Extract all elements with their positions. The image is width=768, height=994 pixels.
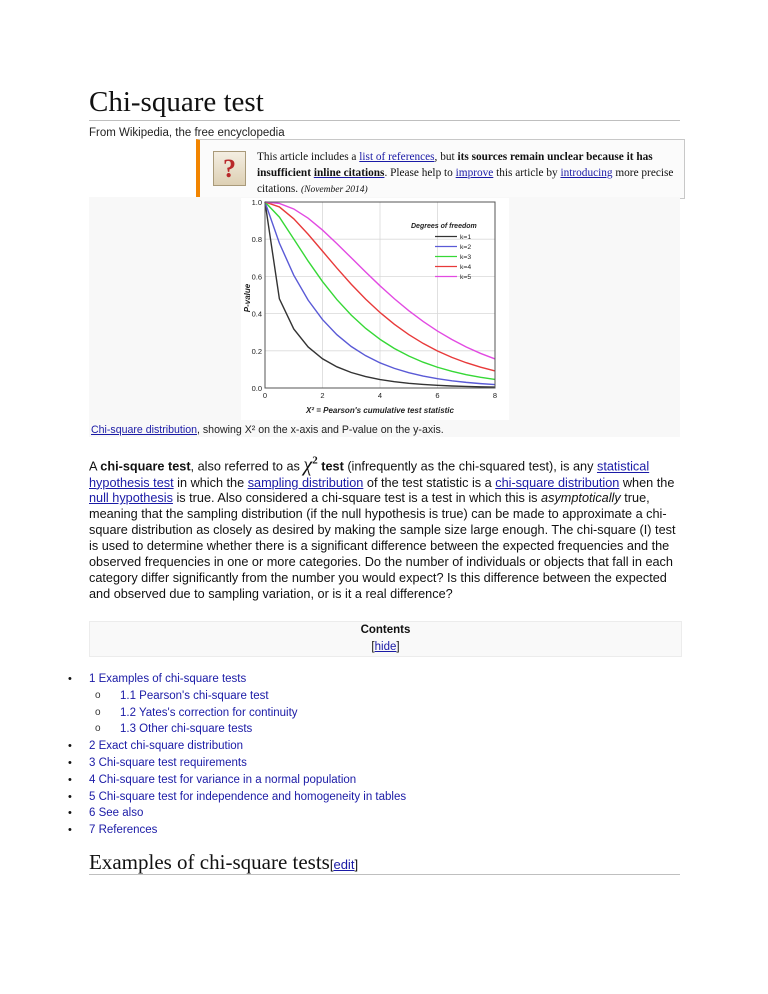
y-tick-label: 0.6: [251, 272, 262, 282]
toc-link[interactable]: 7 References: [89, 824, 158, 837]
introducing-link[interactable]: introducing: [560, 167, 613, 179]
bullet-icon: •: [68, 807, 72, 820]
toc-item: [60, 671, 680, 688]
para-text: of the test statistic is a: [363, 475, 496, 490]
notice-date: (November 2014): [300, 185, 368, 195]
notice-text: [257, 149, 677, 198]
toc-row-highlight: [89, 805, 680, 822]
para-text: A: [89, 459, 101, 474]
bracket: [: [371, 641, 375, 653]
para-text: is true. Also considered a chi-square test is a test in which this is: [172, 491, 542, 506]
bullet-icon: •: [68, 773, 72, 786]
bracket: ]: [396, 641, 400, 653]
x-tick-label: 8: [492, 391, 498, 400]
chi-letter: χ: [303, 453, 313, 476]
toc-link[interactable]: 1.3 Other chi-square tests: [120, 723, 253, 736]
chi-exponent: 2: [312, 454, 318, 466]
chi-symbol: [303, 454, 317, 476]
bracket: ]: [354, 857, 359, 872]
toc-item: [60, 755, 680, 772]
chi-square-distribution-link[interactable]: Chi-square distribution: [91, 424, 197, 436]
toc-item: [60, 738, 680, 755]
statistical-link[interactable]: statistical: [596, 459, 650, 474]
bullet-icon: •: [68, 740, 72, 753]
y-tick-label: 0.8: [251, 235, 262, 245]
inline-citations-link[interactable]: [314, 167, 385, 179]
p-value-chart: [241, 198, 509, 420]
y-tick-label: 0.2: [251, 346, 262, 356]
figure-caption: [91, 424, 444, 436]
toc-item: [60, 721, 680, 738]
y-axis-label: P-value: [243, 283, 252, 313]
bullet-icon: o: [95, 689, 101, 701]
para-text: when the: [619, 475, 675, 490]
toc-hide-link[interactable]: hide: [374, 641, 397, 653]
toc-link[interactable]: 6 See also: [89, 807, 144, 820]
notice-text-part: more precise citations.: [257, 167, 674, 195]
para-text: , also referred to as: [190, 459, 304, 474]
para-text: in which the: [173, 475, 248, 490]
toc-link[interactable]: 5 Chi-square test for independence and homogeneity in tables: [89, 790, 407, 803]
para-bold: chi-square test: [100, 459, 191, 474]
section-heading: [89, 850, 358, 875]
bullet-icon: •: [68, 673, 72, 685]
section-edit-link[interactable]: edit: [333, 857, 355, 872]
notice-text-part: , but: [434, 151, 458, 163]
toc-link[interactable]: 1.1 Pearson's chi-square test: [120, 689, 269, 702]
y-tick-label: 1.0: [251, 198, 262, 207]
toc-link[interactable]: 3 Chi-square test requirements: [89, 756, 247, 769]
toc-item: [60, 772, 680, 789]
para-text: (infrequently as the chi-squared test), is any: [343, 459, 597, 474]
section-divider: [89, 874, 680, 875]
toc-link[interactable]: 2 Exact chi-square distribution: [89, 740, 244, 753]
notice-text-part: This article includes a: [257, 151, 360, 163]
table-of-contents-box: [89, 621, 682, 657]
bracket: [: [329, 857, 334, 872]
hypothesis-test-link[interactable]: hypothesis test: [89, 475, 174, 490]
page-title: Chi-square test: [89, 86, 264, 118]
sampling-distribution-link[interactable]: sampling distribution: [247, 475, 364, 490]
x-tick-label: 0: [262, 391, 268, 400]
toc-link[interactable]: 1.2 Yates's correction for continuity: [120, 706, 298, 719]
title-divider: [89, 120, 680, 121]
bullet-icon: •: [68, 824, 72, 837]
improve-link[interactable]: improve: [455, 167, 494, 179]
toc-title: Contents: [360, 624, 411, 636]
y-tick-label: 0.0: [251, 384, 262, 393]
legend-title: Degrees of freedom: [411, 223, 477, 230]
toc-row-highlight: [89, 822, 680, 839]
figure-thumbnail: [89, 197, 680, 437]
toc-item: [60, 705, 680, 722]
para-text: true, meaning that the sampling distribution (if the null hypothesis is true) can be made to approximate a chi-square distribution as closely as desired by making the sample size large enough. The chi-square (I) test is used to determine whether there is a significant difference between the expected frequencies and the observed frequencies in one or more categories. Do the number of individuals or objects that fall in each category differ significantly from the number you would expect? Is this difference between the expected and observed due to sampling variation, or is it a real difference?: [89, 491, 676, 601]
x-tick-label: 6: [435, 391, 440, 400]
list-of-references-link[interactable]: list of references: [359, 151, 435, 163]
chi-square-distribution-link-2[interactable]: chi-square distribution: [495, 475, 620, 490]
notice-text-part: . Please help to: [384, 167, 456, 179]
legend-entry: k=3: [460, 254, 472, 261]
toc-item: [60, 822, 680, 839]
section-edit: [330, 857, 358, 872]
legend-entry: k=5: [460, 274, 472, 281]
notice-text-part: this article by: [493, 167, 561, 179]
legend-entry: k=4: [460, 264, 472, 271]
bullet-icon: •: [68, 756, 72, 769]
toc-item: [60, 688, 680, 705]
bullet-icon: o: [95, 723, 101, 735]
para-bold: test: [317, 459, 344, 474]
notice-bold-text: its sources remain unclear because it has insufficient: [257, 151, 653, 179]
intro-paragraph: [89, 455, 680, 603]
section-heading-text: Examples of chi-square tests: [89, 850, 330, 874]
toc-hide-toggle: [90, 641, 681, 653]
x-axis-label: Χ² = Pearson's cumulative test statistic: [306, 406, 454, 415]
refimprove-notice: [196, 139, 685, 199]
bullet-icon: •: [68, 790, 72, 803]
question-book-icon: ?: [213, 151, 246, 186]
legend-entry: k=2: [460, 244, 472, 251]
x-tick-label: 4: [377, 391, 383, 400]
legend-entry: k=1: [460, 234, 472, 241]
toc-item: [60, 805, 680, 822]
toc-item: [60, 789, 680, 806]
inline-citations-label: inline citations: [313, 167, 385, 179]
para-italic: asymptotically: [541, 491, 621, 506]
page-subtitle: From Wikipedia, the free encyclopedia: [89, 127, 285, 139]
toc-link[interactable]: 4 Chi-square test for variance in a normal population: [89, 773, 357, 786]
caption-text: , showing Χ² on the x-axis and P-value on the y-axis.: [197, 424, 444, 436]
y-tick-label: 0.4: [251, 309, 262, 319]
bullet-icon: o: [95, 706, 101, 718]
null-hypothesis-link[interactable]: null hypothesis: [89, 491, 173, 506]
toc-list: [60, 671, 680, 839]
x-tick-label: 2: [320, 391, 325, 400]
toc-link[interactable]: 1 Examples of chi-square tests: [89, 673, 247, 685]
